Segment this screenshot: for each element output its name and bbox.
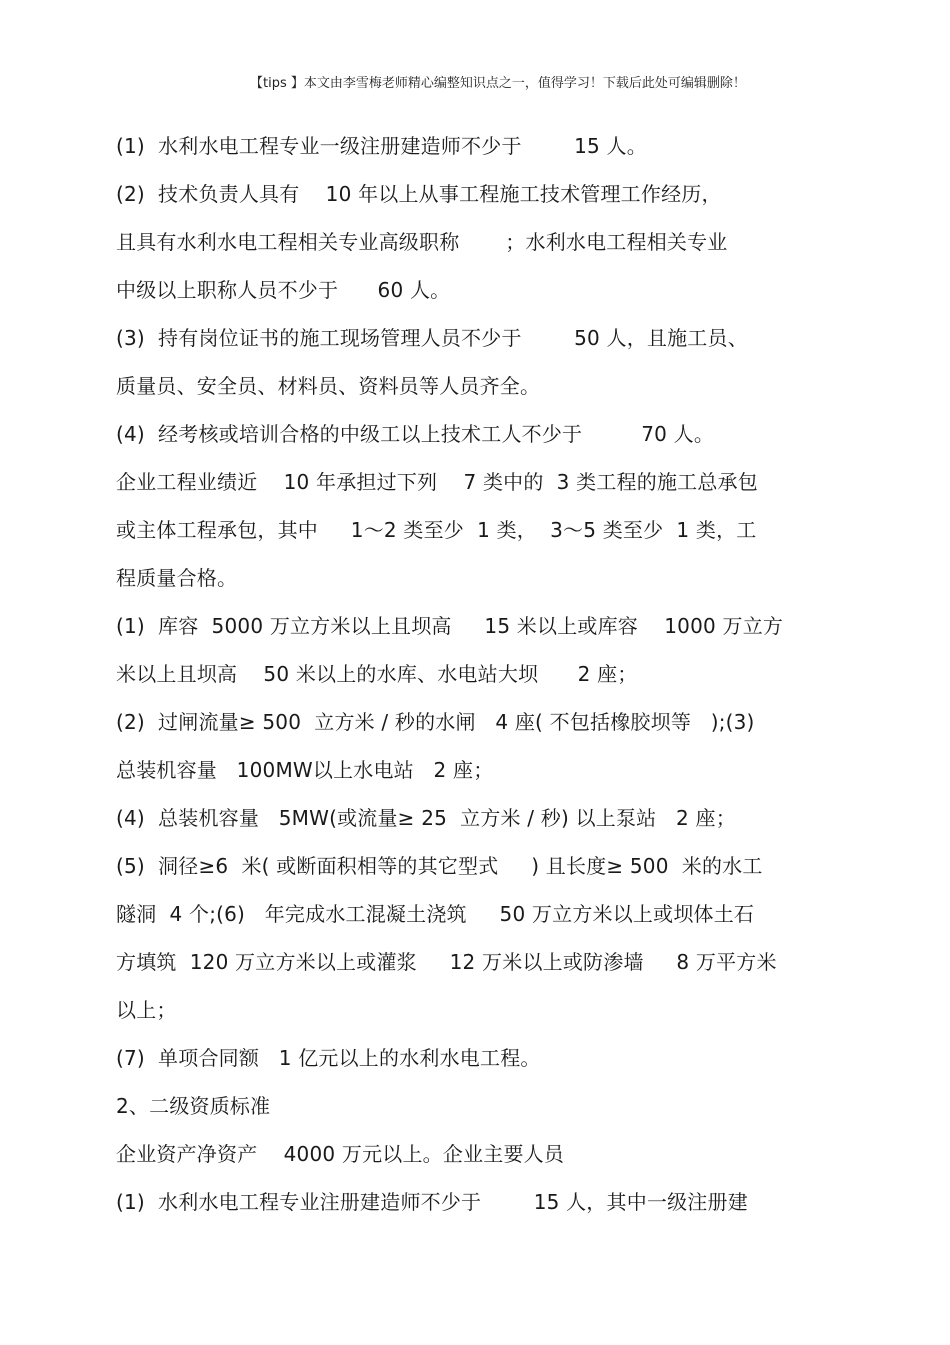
- text-line: (4) 经考核或培训合格的中级工以上技术工人不少于 70 人。: [116, 422, 715, 446]
- document-body: [116, 126, 836, 1230]
- text-line: 以上；: [116, 998, 177, 1022]
- text-line: 米以上且坝高 50 米以上的水库、水电站大坝 2 座；: [116, 662, 638, 686]
- text-line: 或主体工程承包，其中 1～2 类至少 1 类， 3～5 类至少 1 类，工: [116, 518, 757, 542]
- text-line: (2) 过闸流量≥ 500 立方米 / 秒的水闸 4 座( 不包括橡胶坝等 );(3): [116, 710, 755, 734]
- text-line: 企业工程业绩近 10 年承担过下列 7 类中的 3 类工程的施工总承包: [116, 470, 758, 494]
- text-line: 且具有水利水电工程相关专业高级职称 ；水利水电工程相关专业: [116, 230, 728, 254]
- text-line: 程质量合格。: [116, 566, 238, 590]
- text-line: 隧洞 4 个;(6) 年完成水工混凝土浇筑 50 万立方米以上或坝体土石: [116, 902, 755, 926]
- text-line: 中级以上职称人员不少于 60 人。: [116, 278, 451, 302]
- header-tips: 【tips 】本文由李雪梅老师精心编整知识点之一，值得学习！下载后此处可编辑删除！: [250, 76, 746, 91]
- text-line: 总装机容量 100MW以上水电站 2 座；: [116, 758, 494, 782]
- text-line: (1) 水利水电工程专业注册建造师不少于 15 人，其中一级注册建: [116, 1190, 748, 1214]
- text-line: 企业资产净资产 4000 万元以上。企业主要人员: [116, 1142, 565, 1166]
- text-line: (3) 持有岗位证书的施工现场管理人员不少于 50 人，且施工员、: [116, 326, 748, 350]
- text-line: 质量员、安全员、材料员、资料员等人员齐全。: [116, 374, 541, 398]
- text-line: (5) 洞径≥6 米( 或断面积相等的其它型式 ) 且长度≥ 500 米的水工: [116, 854, 763, 878]
- text-line: 2、二级资质标准: [116, 1094, 271, 1118]
- text-line: 方填筑 120 万立方米以上或灌浆 12 万米以上或防渗墙 8 万平方米: [116, 950, 777, 974]
- text-line: (7) 单项合同额 1 亿元以上的水利水电工程。: [116, 1046, 541, 1070]
- text-line: (1) 水利水电工程专业一级注册建造师不少于 15 人。: [116, 134, 647, 158]
- text-line: (4) 总装机容量 5MW(或流量≥ 25 立方米 / 秒) 以上泵站 2 座；: [116, 806, 736, 830]
- text-line: (2) 技术负责人具有 10 年以上从事工程施工技术管理工作经历，: [116, 182, 722, 206]
- text-line: (1) 库容 5000 万立方米以上且坝高 15 米以上或库容 1000 万立方: [116, 614, 784, 638]
